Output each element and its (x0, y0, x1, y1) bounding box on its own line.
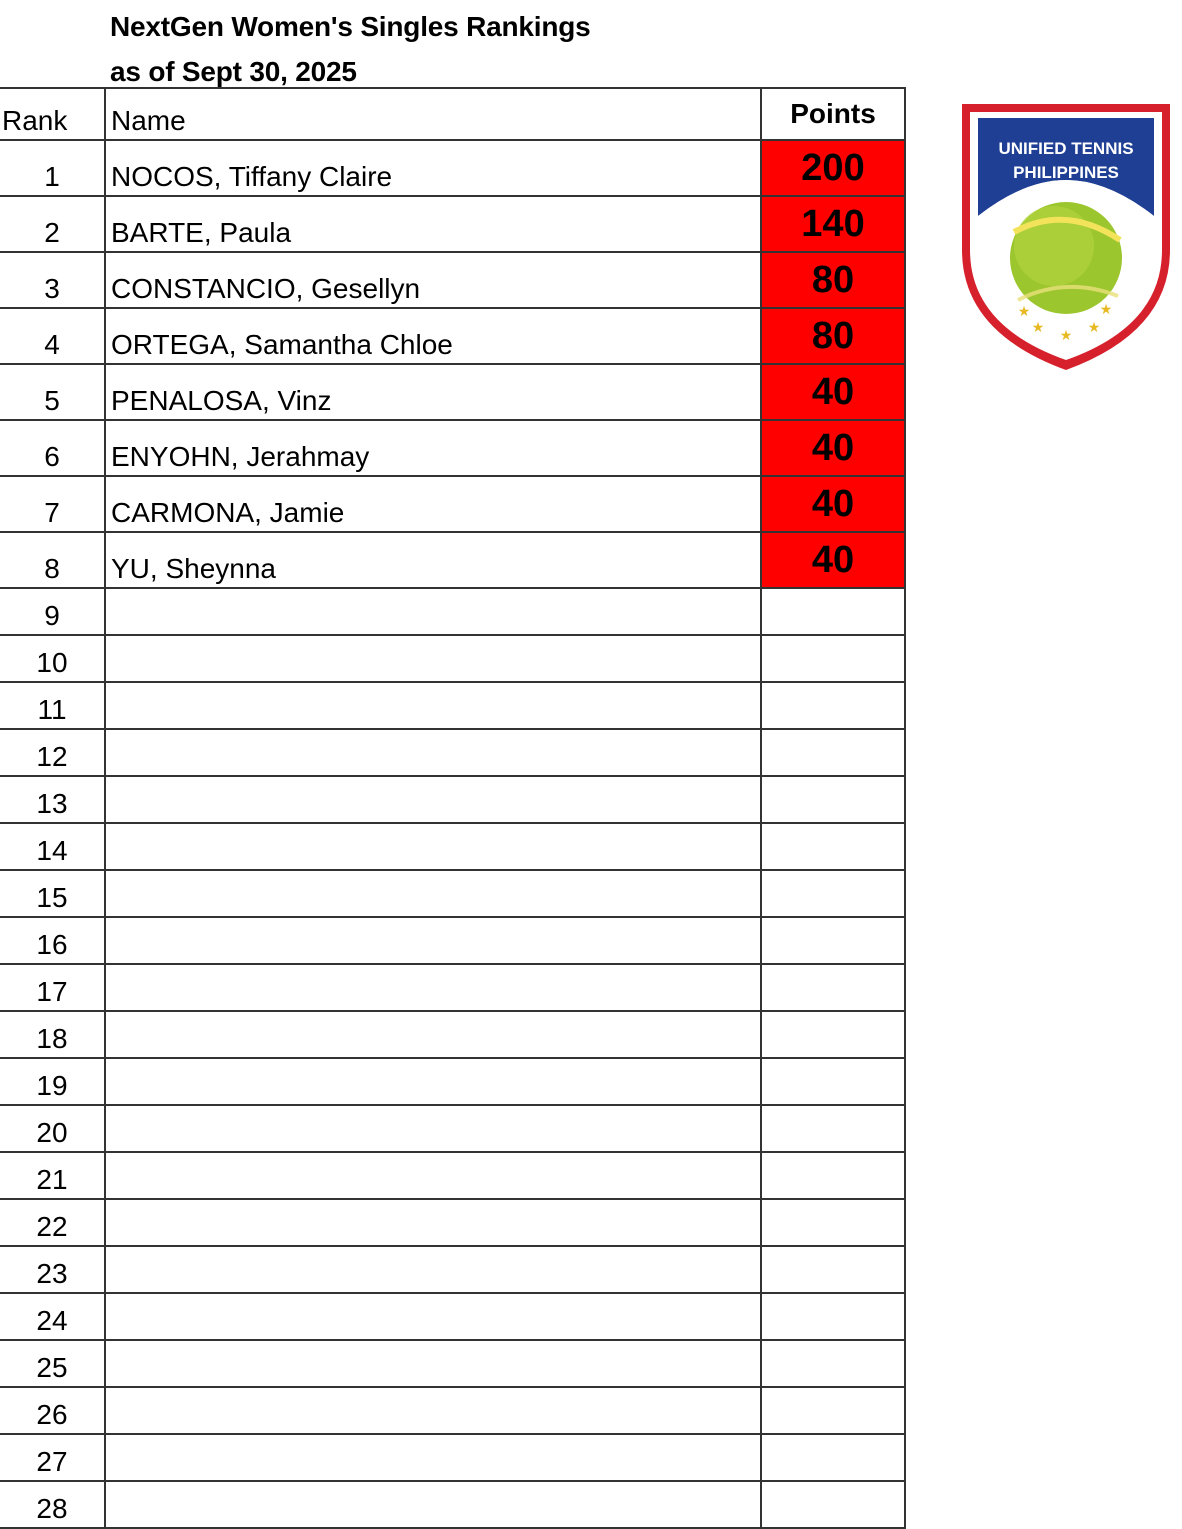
rank-cell: 7 (0, 476, 105, 532)
title-line-1: NextGen Women's Singles Rankings (110, 11, 591, 42)
points-cell (761, 1434, 905, 1481)
rank-cell: 13 (0, 776, 105, 823)
rank-cell: 27 (0, 1434, 105, 1481)
points-cell (761, 823, 905, 870)
table-header-row (0, 88, 905, 140)
rank-cell: 6 (0, 420, 105, 476)
player-name-cell: NOCOS, Tiffany Claire (105, 140, 761, 196)
points-cell: 140 (761, 196, 905, 252)
points-cell (761, 682, 905, 729)
player-name-cell (105, 823, 761, 870)
player-name-cell (105, 964, 761, 1011)
points-cell (761, 1105, 905, 1152)
table-row (0, 823, 905, 870)
svg-text:★: ★ (1099, 302, 1113, 318)
player-name-cell (105, 729, 761, 776)
rank-cell: 2 (0, 196, 105, 252)
player-name-cell (105, 1434, 761, 1481)
table-row (0, 532, 905, 588)
rank-cell: 14 (0, 823, 105, 870)
rank-cell: 25 (0, 1340, 105, 1387)
table-row (0, 588, 905, 635)
rank-cell: 3 (0, 252, 105, 308)
table-row (0, 1152, 905, 1199)
page-title (110, 4, 591, 94)
rank-cell: 8 (0, 532, 105, 588)
rank-cell: 21 (0, 1152, 105, 1199)
player-name-cell: YU, Sheynna (105, 532, 761, 588)
points-cell: 80 (761, 308, 905, 364)
points-cell (761, 1481, 905, 1528)
rank-cell: 19 (0, 1058, 105, 1105)
player-name-cell (105, 917, 761, 964)
points-cell (761, 635, 905, 682)
player-name-cell: PENALOSA, Vinz (105, 364, 761, 420)
points-cell (761, 1058, 905, 1105)
points-cell: 80 (761, 252, 905, 308)
table-row (0, 420, 905, 476)
player-name-cell (105, 1199, 761, 1246)
player-name-cell (105, 1293, 761, 1340)
table-row (0, 776, 905, 823)
table-row (0, 1340, 905, 1387)
table-row (0, 1199, 905, 1246)
table-row (0, 364, 905, 420)
player-name-cell: ORTEGA, Samantha Chloe (105, 308, 761, 364)
player-name-cell (105, 1058, 761, 1105)
table-row (0, 1246, 905, 1293)
rank-cell: 11 (0, 682, 105, 729)
rank-cell: 9 (0, 588, 105, 635)
column-header-rank: Rank (0, 88, 105, 140)
rank-cell: 10 (0, 635, 105, 682)
rank-cell: 24 (0, 1293, 105, 1340)
rankings-table (0, 87, 906, 1529)
table-row (0, 1105, 905, 1152)
points-cell: 40 (761, 532, 905, 588)
player-name-cell (105, 635, 761, 682)
table-row (0, 308, 905, 364)
points-cell (761, 1199, 905, 1246)
player-name-cell (105, 682, 761, 729)
table-row (0, 1293, 905, 1340)
rank-cell: 5 (0, 364, 105, 420)
points-cell: 40 (761, 420, 905, 476)
table-row (0, 1434, 905, 1481)
points-cell (761, 964, 905, 1011)
player-name-cell: CARMONA, Jamie (105, 476, 761, 532)
svg-text:★: ★ (1017, 304, 1031, 320)
table-row (0, 196, 905, 252)
points-cell (761, 1246, 905, 1293)
player-name-cell (105, 1246, 761, 1293)
rank-cell: 12 (0, 729, 105, 776)
player-name-cell: ENYOHN, Jerahmay (105, 420, 761, 476)
rank-cell: 1 (0, 140, 105, 196)
player-name-cell (105, 870, 761, 917)
player-name-cell (105, 1340, 761, 1387)
table-row (0, 682, 905, 729)
table-row (0, 1481, 905, 1528)
points-cell (761, 776, 905, 823)
rank-cell: 20 (0, 1105, 105, 1152)
rank-cell: 28 (0, 1481, 105, 1528)
points-cell (761, 1011, 905, 1058)
table-row (0, 729, 905, 776)
player-name-cell (105, 1152, 761, 1199)
points-cell: 40 (761, 476, 905, 532)
rank-cell: 22 (0, 1199, 105, 1246)
logo-text-line-1: UNIFIED TENNIS (998, 139, 1134, 158)
svg-text:★: ★ (1059, 328, 1073, 344)
points-cell (761, 1293, 905, 1340)
points-cell (761, 729, 905, 776)
points-cell: 200 (761, 140, 905, 196)
table-row (0, 1387, 905, 1434)
table-row (0, 140, 905, 196)
player-name-cell (105, 1105, 761, 1152)
points-cell: 40 (761, 364, 905, 420)
table-row (0, 635, 905, 682)
svg-text:★: ★ (1087, 320, 1101, 336)
rank-cell: 18 (0, 1011, 105, 1058)
points-cell (761, 588, 905, 635)
logo-text-line-2: PHILIPPINES (1013, 163, 1119, 182)
points-cell (761, 870, 905, 917)
table-row (0, 1058, 905, 1105)
table-row (0, 252, 905, 308)
player-name-cell (105, 1481, 761, 1528)
points-cell (761, 1387, 905, 1434)
table-row (0, 476, 905, 532)
points-cell (761, 1340, 905, 1387)
table-row (0, 917, 905, 964)
table-row (0, 870, 905, 917)
column-header-points: Points (761, 88, 905, 140)
player-name-cell (105, 1387, 761, 1434)
player-name-cell: BARTE, Paula (105, 196, 761, 252)
player-name-cell (105, 776, 761, 823)
player-name-cell (105, 1011, 761, 1058)
rank-cell: 15 (0, 870, 105, 917)
unified-tennis-philippines-logo (958, 100, 1174, 374)
points-cell (761, 917, 905, 964)
title-line-2: as of Sept 30, 2025 (110, 56, 357, 87)
table-row (0, 1011, 905, 1058)
column-header-name: Name (105, 88, 761, 140)
rank-cell: 4 (0, 308, 105, 364)
rank-cell: 26 (0, 1387, 105, 1434)
svg-text:★: ★ (1031, 320, 1045, 336)
player-name-cell: CONSTANCIO, Gesellyn (105, 252, 761, 308)
rank-cell: 17 (0, 964, 105, 1011)
table-row (0, 964, 905, 1011)
rank-cell: 16 (0, 917, 105, 964)
rank-cell: 23 (0, 1246, 105, 1293)
player-name-cell (105, 588, 761, 635)
points-cell (761, 1152, 905, 1199)
